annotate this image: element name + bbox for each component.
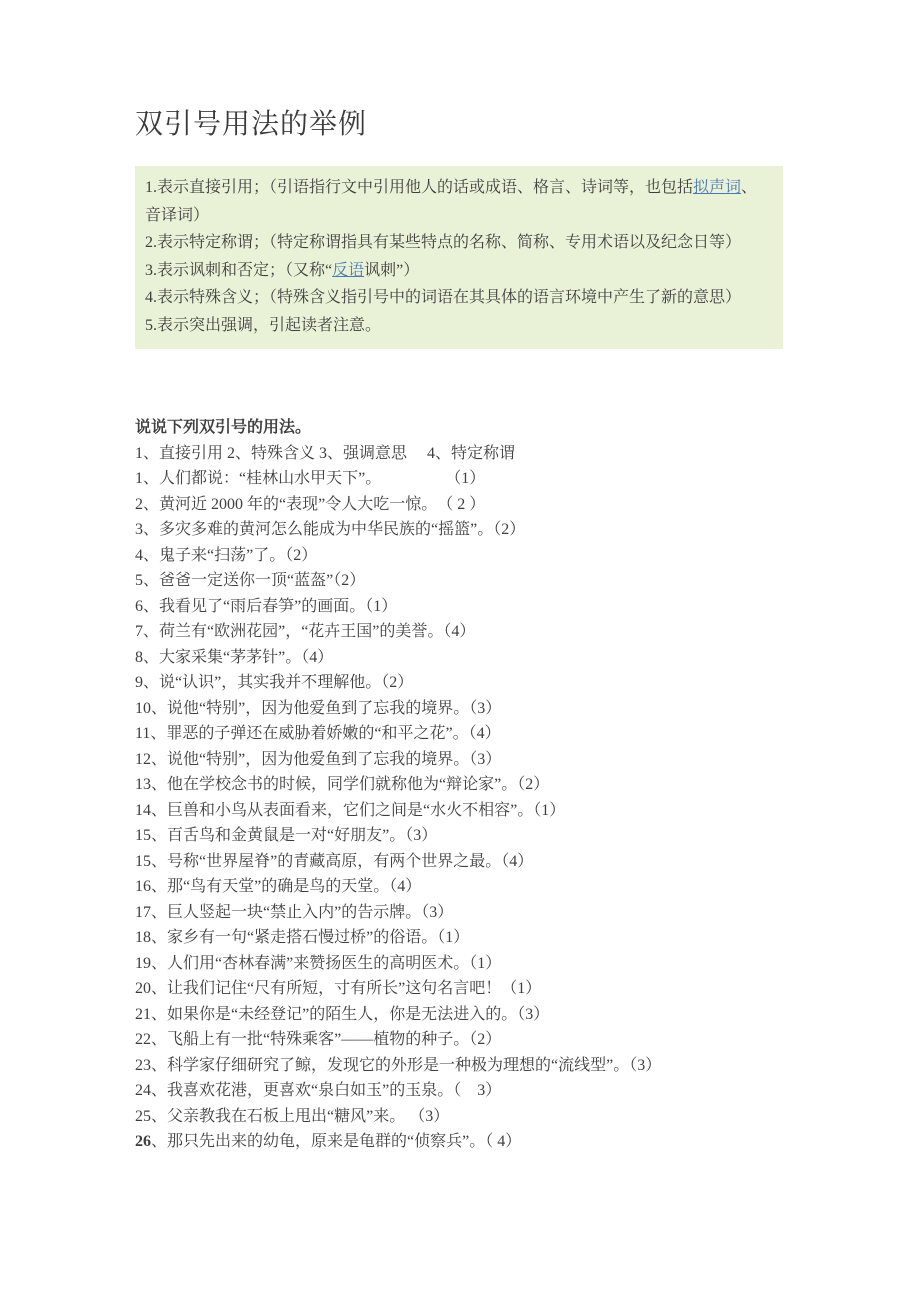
item-number: 4 — [135, 546, 143, 564]
item-text: 、我喜欢花港，更喜欢“泉白如玉”的玉泉。（ 3） — [151, 1082, 502, 1099]
exercise-section — [135, 415, 783, 1155]
exercise-item — [135, 1053, 783, 1079]
exercise-item — [135, 619, 783, 645]
link-onomatopoeia[interactable]: 拟声词 — [693, 179, 742, 196]
item-text: 、人们用“杏林春满”来赞扬医生的高明医术。（1） — [151, 954, 502, 972]
exercise-item — [135, 492, 783, 518]
item-text: 、科学家仔细研究了鲸，发现它的外形是一种极为理想的“流线型”。（3） — [151, 1056, 662, 1074]
item-number: 14 — [135, 801, 151, 819]
usage-rules-box — [135, 166, 783, 349]
item-text: 、罪恶的子弹还在威胁着娇嫩的“和平之花”。（4） — [150, 725, 501, 742]
item-number: 17 — [135, 903, 151, 921]
usage-rule-item — [145, 312, 773, 340]
item-text: 、鬼子来“扫荡”了。（2） — [143, 546, 318, 564]
exercise-item — [135, 517, 783, 543]
exercise-item — [135, 1078, 783, 1104]
item-text: 、巨人竖起一块“禁止入内”的告示牌。（3） — [151, 903, 454, 921]
item-text: 、飞船上有一批“特殊乘客”——植物的种子。（2） — [151, 1031, 502, 1048]
item-text: 、黄河近 2000 年的“表现”令人大吃一惊。 （ 2 ） — [143, 495, 486, 513]
exercise-item — [135, 1002, 783, 1028]
exercise-item — [135, 798, 783, 824]
item-number: 2 — [135, 495, 143, 513]
item-number: 26 — [135, 1133, 151, 1150]
exercise-item — [135, 543, 783, 569]
exercise-item — [135, 466, 783, 492]
item-text: 、家乡有一句“紧走搭石慢过桥”的俗语。（1） — [151, 929, 470, 946]
exercise-item — [135, 747, 783, 773]
item-number: 22 — [135, 1031, 151, 1048]
item-number: 15 — [135, 827, 151, 844]
item-number: 11 — [135, 725, 151, 742]
exercise-list — [135, 466, 783, 1155]
answer-key-line: 1、直接引用 2、特殊含义 3、强调意思 4、特定称谓 — [135, 444, 516, 462]
item-number: 7 — [135, 623, 143, 640]
item-number: 9 — [135, 674, 143, 691]
item-number: 16 — [135, 878, 151, 895]
item-text: 、百舌鸟和金黄鼠是一对“好朋友”。（3） — [151, 827, 438, 844]
exercise-item — [135, 645, 783, 671]
item-number: 13 — [135, 776, 151, 793]
item-text: 、说“认识”，其实我并不理解他。（2） — [143, 674, 414, 691]
exercise-item — [135, 976, 783, 1002]
exercise-item — [135, 696, 783, 722]
rule-text: 、音译词） — [145, 179, 758, 224]
page-title: 双引号用法的举例 — [135, 109, 368, 140]
item-number: 6 — [135, 597, 143, 615]
item-number: 23 — [135, 1056, 151, 1074]
item-text: 、号称“世界屋脊”的青藏高原，有两个世界之最。（4） — [151, 852, 534, 870]
item-number: 15 — [135, 852, 151, 870]
item-number: 12 — [135, 750, 151, 768]
item-text: 、让我们记住“尺有所短，寸有所长”这句名言吧！（1） — [151, 980, 542, 997]
exercise-item — [135, 594, 783, 620]
link-irony[interactable]: 反语 — [332, 261, 365, 279]
item-text: 、荷兰有“欧洲花园”，“花卉王国”的美誉。（4） — [143, 623, 476, 640]
exercise-item — [135, 1027, 783, 1053]
item-number: 5 — [135, 572, 143, 589]
exercise-item — [135, 1129, 783, 1155]
item-text: 、人们都说：“桂林山水甲天下”。 （1） — [143, 470, 486, 487]
item-number: 21 — [135, 1005, 151, 1023]
item-text: 、大家采集“茅茅针”。（4） — [143, 648, 334, 666]
item-number: 1 — [135, 470, 143, 487]
item-text: 、多灾多难的黄河怎么能成为中华民族的“摇篮”。（2） — [143, 521, 526, 538]
exercise-item — [135, 849, 783, 875]
item-number: 24 — [135, 1082, 151, 1099]
rule-text: 4.表示特殊含义；（特殊含义指引号中的词语在其具体的语言环境中产生了新的意思） — [145, 289, 742, 306]
exercise-item — [135, 721, 783, 747]
exercise-item — [135, 925, 783, 951]
usage-rule-item — [145, 284, 773, 312]
item-number: 10 — [135, 699, 151, 717]
item-number: 3 — [135, 521, 143, 538]
item-number: 25 — [135, 1107, 151, 1125]
rule-text: 2.表示特定称谓；（特定称谓指具有某些特点的名称、简称、专用术语以及纪念日等） — [145, 234, 742, 251]
item-number: 18 — [135, 929, 151, 946]
item-text: 、爸爸一定送你一顶“蓝盔”（2） — [143, 572, 366, 589]
item-text: 、如果你是“未经登记”的陌生人，你是无法进入的。（3） — [151, 1005, 550, 1023]
item-text: 、那只先出来的幼龟，原来是龟群的“侦察兵”。（ 4） — [151, 1133, 522, 1150]
item-text: 、他在学校念书的时候，同学们就称他为“辩论家”。（2） — [151, 776, 550, 793]
rule-text: 5.表示突出强调，引起读者注意。 — [145, 316, 382, 334]
item-text: 、父亲教我在石板上甩出“糖风”来。 （3） — [151, 1107, 450, 1125]
exercise-item — [135, 670, 783, 696]
usage-rule-item — [145, 174, 773, 229]
rule-text: 3.表示讽刺和否定；（又称“ — [145, 261, 333, 279]
item-text: 、说他“特别”，因为他爱鱼到了忘我的境界。（3） — [151, 699, 502, 717]
rule-text: 1.表示直接引用；（引语指行文中引用他人的话或成语、格言、诗词等，也包括 — [145, 179, 694, 196]
exercise-item — [135, 823, 783, 849]
exercise-item — [135, 951, 783, 977]
exercise-item — [135, 772, 783, 798]
exercise-heading: 说说下列双引号的用法。 — [135, 419, 312, 436]
exercise-item — [135, 1104, 783, 1130]
rule-text: 讽刺”） — [364, 261, 420, 279]
item-text: 、我看见了“雨后春笋”的画面。（1） — [143, 597, 398, 615]
exercise-item — [135, 568, 783, 594]
exercise-item — [135, 874, 783, 900]
exercise-item — [135, 900, 783, 926]
item-text: 、那“鸟有天堂”的确是鸟的天堂。（4） — [151, 878, 422, 895]
usage-rule-item — [145, 229, 773, 257]
item-text: 、巨兽和小鸟从表面看来，它们之间是“水火不相容”。（1） — [151, 801, 566, 819]
item-number: 8 — [135, 648, 143, 666]
item-number: 19 — [135, 954, 151, 972]
item-text: 、说他“特别”，因为他爱鱼到了忘我的境界。（3） — [151, 750, 502, 768]
usage-rule-item — [145, 257, 773, 285]
item-number: 20 — [135, 980, 151, 997]
